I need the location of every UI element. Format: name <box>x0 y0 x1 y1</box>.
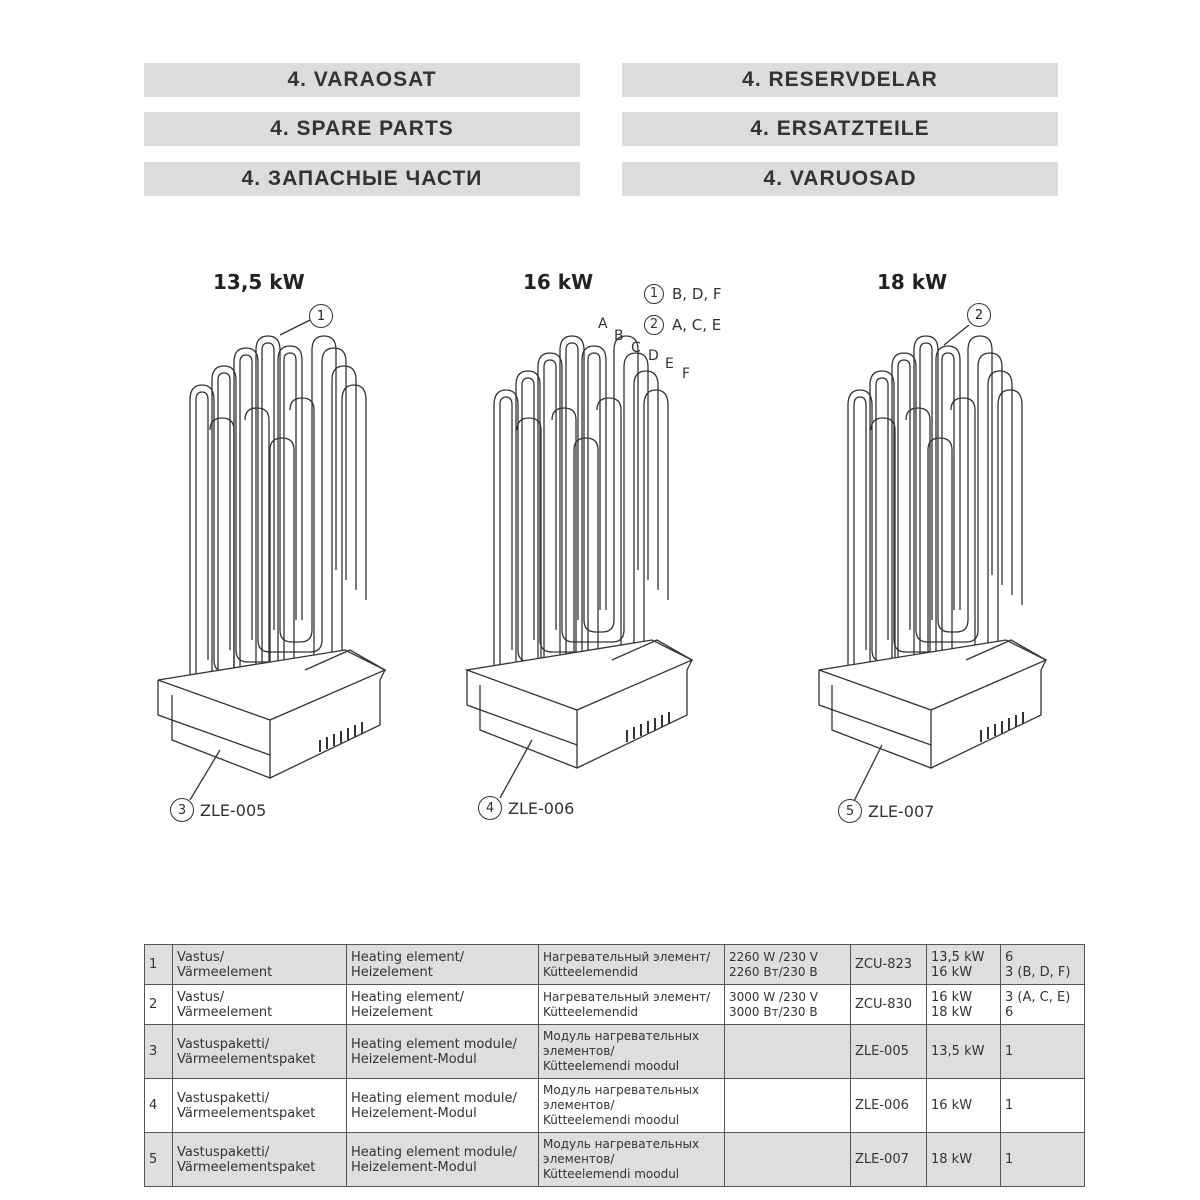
figure-1-part-label <box>170 798 266 822</box>
module-base <box>467 640 692 768</box>
module-base <box>158 650 385 778</box>
legend-row-1 <box>644 278 722 309</box>
figure-2-part-label <box>478 796 574 820</box>
cell-name-fi-sv <box>173 985 347 1025</box>
cell-line: 16 kW <box>931 1098 973 1113</box>
cell-part-code: ZCU-823 <box>851 945 927 985</box>
cell-line: Kütteelemendi moodul <box>543 1167 680 1181</box>
cell-line: Vastus/ <box>177 989 225 1005</box>
header-fi: 4. VARAOSAT <box>144 63 580 97</box>
cell-line: Heating element/ <box>351 989 465 1005</box>
cell-line: Модуль нагревательных <box>543 1083 700 1097</box>
table-row <box>145 1079 1085 1133</box>
cell-power <box>927 1079 1001 1133</box>
cell-line: Heizelement-Modul <box>351 1051 477 1067</box>
cell-spec <box>725 1025 851 1079</box>
figure-3-part-code: ZLE-007 <box>868 801 935 821</box>
cell-name-ru-et <box>539 1025 725 1079</box>
cell-quantity <box>1001 945 1085 985</box>
cell-line: Värmeelementspaket <box>177 1051 316 1067</box>
cell-part-code: ZLE-006 <box>851 1079 927 1133</box>
cell-line: 1 <box>1005 1044 1014 1059</box>
figure-1-part-code: ZLE-005 <box>200 800 267 820</box>
cell-line: Värmeelement <box>177 964 273 980</box>
legend-text-2: A, C, E <box>672 315 722 334</box>
heater-module-16kw-drawing <box>462 320 712 800</box>
cell-name-en-de <box>347 1025 539 1079</box>
cell-line: Vastuspaketti/ <box>177 1036 270 1052</box>
cell-line: Kütteelemendi moodul <box>543 1059 680 1073</box>
cell-line: 6 <box>1005 1004 1014 1020</box>
figure-1-callout: 1 <box>309 304 333 328</box>
figure-3-callout: 2 <box>967 303 991 327</box>
figure-1-part-callout: 3 <box>170 798 194 822</box>
cell-line: 6 <box>1005 949 1014 965</box>
cell-line: Kütteelemendid <box>543 1004 639 1019</box>
cell-line: элементов/ <box>543 1044 615 1058</box>
figure-3-part-callout: 5 <box>838 799 862 823</box>
cell-line: Vastuspaketti/ <box>177 1144 270 1160</box>
cell-row-number: 2 <box>145 985 173 1025</box>
figure-2-part-code: ZLE-006 <box>508 798 575 818</box>
cell-line: 1 <box>1005 1152 1014 1167</box>
legend-callout-1: 1 <box>644 284 664 304</box>
cell-line: Модуль нагревательных <box>543 1029 700 1043</box>
element-letter-c: C <box>631 340 641 356</box>
cell-spec <box>725 985 851 1025</box>
cell-name-en-de <box>347 945 539 985</box>
cell-part-code: ZCU-830 <box>851 985 927 1025</box>
header-en: 4. SPARE PARTS <box>144 112 580 146</box>
cell-line: Heizelement-Modul <box>351 1105 477 1121</box>
cell-line: 3000 W /230 V <box>729 989 819 1004</box>
cell-line: Värmeelement <box>177 1004 273 1020</box>
callout-1-leader <box>280 320 310 335</box>
cell-line: Heizelement-Modul <box>351 1159 477 1175</box>
callout-2-leader <box>944 325 969 345</box>
cell-line: Модуль нагревательных <box>543 1137 700 1151</box>
figure-3-part-label <box>838 799 934 823</box>
cell-power <box>927 945 1001 985</box>
cell-line: 16 kW <box>931 964 973 980</box>
element-letter-a: A <box>598 316 608 332</box>
cell-name-ru-et <box>539 1133 725 1187</box>
cell-power <box>927 1025 1001 1079</box>
cell-row-number: 1 <box>145 945 173 985</box>
cell-name-ru-et <box>539 1079 725 1133</box>
element-letter-d: D <box>648 348 659 364</box>
cell-name-fi-sv <box>173 1025 347 1079</box>
legend-callout-2: 2 <box>644 315 664 335</box>
cell-line: Heating element module/ <box>351 1036 517 1052</box>
table-row <box>145 1133 1085 1187</box>
table-row <box>145 945 1085 985</box>
cell-name-ru-et <box>539 985 725 1025</box>
element-letter-e: E <box>665 356 674 372</box>
header-et: 4. VARUOSAD <box>622 162 1058 196</box>
cell-line: Värmeelementspaket <box>177 1159 316 1175</box>
cell-line: Värmeelementspaket <box>177 1105 316 1121</box>
cell-power <box>927 1133 1001 1187</box>
figure-1-power: 13,5 kW <box>213 270 305 294</box>
element-letter-b: B <box>614 328 624 344</box>
cell-line: 1 <box>1005 1098 1014 1113</box>
cell-line: Нагревательный элемент/ <box>543 949 711 964</box>
cell-spec <box>725 945 851 985</box>
cell-line: 13,5 kW <box>931 1044 985 1059</box>
cell-spec <box>725 1079 851 1133</box>
figure-3-power: 18 kW <box>877 270 948 294</box>
cell-line: Heating element module/ <box>351 1090 517 1106</box>
cell-line: 18 kW <box>931 1152 973 1167</box>
cell-part-code: ZLE-005 <box>851 1025 927 1079</box>
table-row <box>145 1025 1085 1079</box>
cell-quantity <box>1001 985 1085 1025</box>
callout-4-leader <box>500 740 532 798</box>
cell-quantity <box>1001 1079 1085 1133</box>
cell-quantity <box>1001 1133 1085 1187</box>
cell-spec <box>725 1133 851 1187</box>
cell-line: Heizelement <box>351 1004 433 1020</box>
cell-row-number: 5 <box>145 1133 173 1187</box>
cell-name-fi-sv <box>173 1079 347 1133</box>
cell-name-en-de <box>347 1133 539 1187</box>
cell-line: 13,5 kW <box>931 949 985 965</box>
heater-module-18kw-drawing <box>814 325 1064 805</box>
cell-line: Vastuspaketti/ <box>177 1090 270 1106</box>
table-row <box>145 985 1085 1025</box>
cell-line: Heating element/ <box>351 949 465 965</box>
cell-row-number: 3 <box>145 1025 173 1079</box>
figure-2-power: 16 kW <box>523 270 594 294</box>
header-de: 4. ERSATZTEILE <box>622 112 1058 146</box>
cell-name-fi-sv <box>173 945 347 985</box>
cell-line: 16 kW <box>931 989 973 1005</box>
cell-line: 3 (B, D, F) <box>1005 964 1071 980</box>
cell-row-number: 4 <box>145 1079 173 1133</box>
module-base <box>819 640 1046 768</box>
cell-name-ru-et <box>539 945 725 985</box>
figure-2-part-callout: 4 <box>478 796 502 820</box>
cell-name-fi-sv <box>173 1133 347 1187</box>
cell-power <box>927 985 1001 1025</box>
header-ru: 4. ЗАПАСНЫЕ ЧАСТИ <box>144 162 580 196</box>
cell-part-code: ZLE-007 <box>851 1133 927 1187</box>
cell-line: Vastus/ <box>177 949 225 965</box>
cell-name-en-de <box>347 1079 539 1133</box>
spare-parts-table <box>144 944 1085 1187</box>
cell-line: Heizelement <box>351 964 433 980</box>
cell-line: Нагревательный элемент/ <box>543 989 711 1004</box>
cell-line: 18 kW <box>931 1004 973 1020</box>
callout-5-leader <box>854 745 882 801</box>
cell-line: Kütteelemendid <box>543 964 639 979</box>
heater-module-13-5kw-drawing <box>150 300 400 800</box>
legend-text-1: B, D, F <box>672 284 722 303</box>
cell-line: 3 (A, C, E) <box>1005 989 1071 1005</box>
cell-line: элементов/ <box>543 1152 615 1166</box>
cell-line: Kütteelemendi moodul <box>543 1113 680 1127</box>
cell-line: 2260 W /230 V <box>729 949 819 964</box>
cell-line: 3000 Вт/230 В <box>729 1004 818 1019</box>
cell-quantity <box>1001 1025 1085 1079</box>
callout-3-leader <box>190 750 220 800</box>
element-letter-f: F <box>682 366 691 382</box>
cell-line: Heating element module/ <box>351 1144 517 1160</box>
cell-name-en-de <box>347 985 539 1025</box>
cell-line: элементов/ <box>543 1098 615 1112</box>
header-sv: 4. RESERVDELAR <box>622 63 1058 97</box>
cell-line: 2260 Вт/230 В <box>729 964 818 979</box>
